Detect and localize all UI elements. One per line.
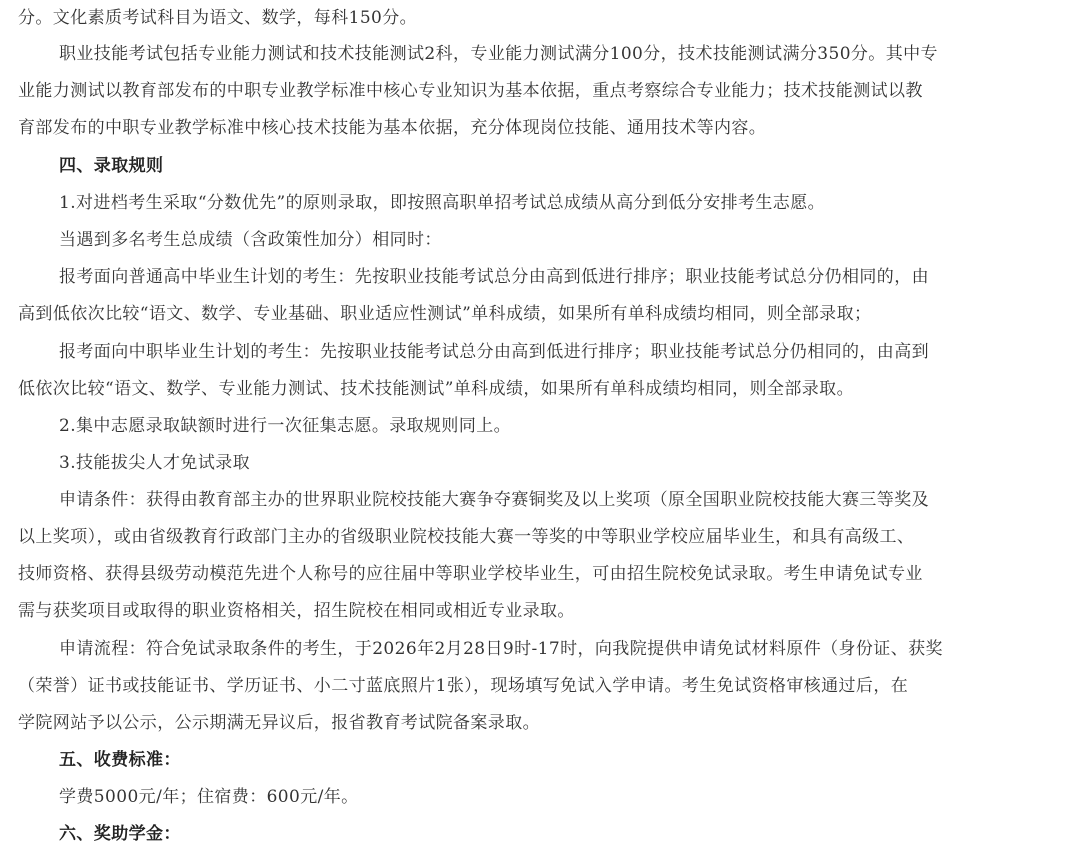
- paragraph-line: 分。文化素质考试科目为语文、数学，每科150分。: [18, 8, 418, 28]
- paragraph-line: 职业技能考试包括专业能力测试和技术技能测试2科，专业能力测试满分100分，技术技能测试满分350分。其中专: [59, 44, 938, 64]
- paragraph-line: 需与获奖项目或取得的职业资格相关，招生院校在相同或相近专业录取。: [18, 601, 575, 621]
- paragraph-line: 申请条件：获得由教育部主办的世界职业院校技能大赛争夺赛铜奖及以上奖项（原全国职业院校技能大赛三等奖及: [59, 490, 929, 510]
- section-heading-scholarships: 六、奖助学金：: [59, 824, 181, 844]
- paragraph-line: 申请流程：符合免试录取条件的考生，于2026年2月28日9时-17时，向我院提供申请免试材料原件（身份证、获奖: [59, 639, 943, 659]
- paragraph-line: 学院网站予以公示，公示期满无异议后，报省教育考试院备案录取。: [18, 713, 540, 733]
- paragraph-line: 业能力测试以教育部发布的中职专业教学标准中核心专业知识为基本依据，重点考察综合专业能力；技术技能测试以教: [18, 81, 923, 101]
- paragraph-line: （荣誉）证书或技能证书、学历证书、小二寸蓝底照片1张），现场填写免试入学申请。考生免试资格审核通过后，在: [18, 676, 909, 696]
- paragraph-line: 3.技能拔尖人才免试录取: [59, 453, 251, 473]
- paragraph-line: 技师资格、获得县级劳动模范先进个人称号的应往届中等职业学校毕业生，可由招生院校免试录取。考生申请免试专业: [18, 564, 923, 584]
- paragraph-line: 低依次比较“语文、数学、专业能力测试、技术技能测试”单科成绩，如果所有单科成绩均相同，则全部录取。: [18, 379, 854, 399]
- section-heading-admission-rules: 四、录取规则: [59, 156, 164, 176]
- paragraph-line: 报考面向普通高中毕业生计划的考生：先按职业技能考试总分由高到低进行排序；职业技能考试总分仍相同的，由: [59, 267, 929, 287]
- paragraph-line: 1.对进档考生采取“分数优先”的原则录取，即按照高职单招考试总成绩从高分到低分安排考生志愿。: [59, 193, 825, 213]
- paragraph-line: 育部发布的中职专业教学标准中核心技术技能为基本依据，充分体现岗位技能、通用技术等内容。: [18, 118, 767, 138]
- paragraph-line: 以上奖项），或由省级教育行政部门主办的省级职业院校技能大赛一等奖的中等职业学校应届毕业生，和具有高级工、: [18, 527, 915, 547]
- paragraph-line: 2.集中志愿录取缺额时进行一次征集志愿。录取规则同上。: [59, 416, 512, 436]
- section-heading-fees: 五、收费标准：: [59, 750, 181, 770]
- paragraph-line: 高到低依次比较“语文、数学、专业基础、职业适应性测试”单科成绩，如果所有单科成绩均相同，则全部录取；: [18, 304, 872, 324]
- paragraph-line: 当遇到多名考生总成绩（含政策性加分）相同时：: [59, 230, 442, 250]
- paragraph-line: 报考面向中职毕业生计划的考生：先按职业技能考试总分由高到低进行排序；职业技能考试总分仍相同的，由高到: [59, 342, 929, 362]
- paragraph-line: 学费5000元/年；住宿费：600元/年。: [59, 787, 359, 807]
